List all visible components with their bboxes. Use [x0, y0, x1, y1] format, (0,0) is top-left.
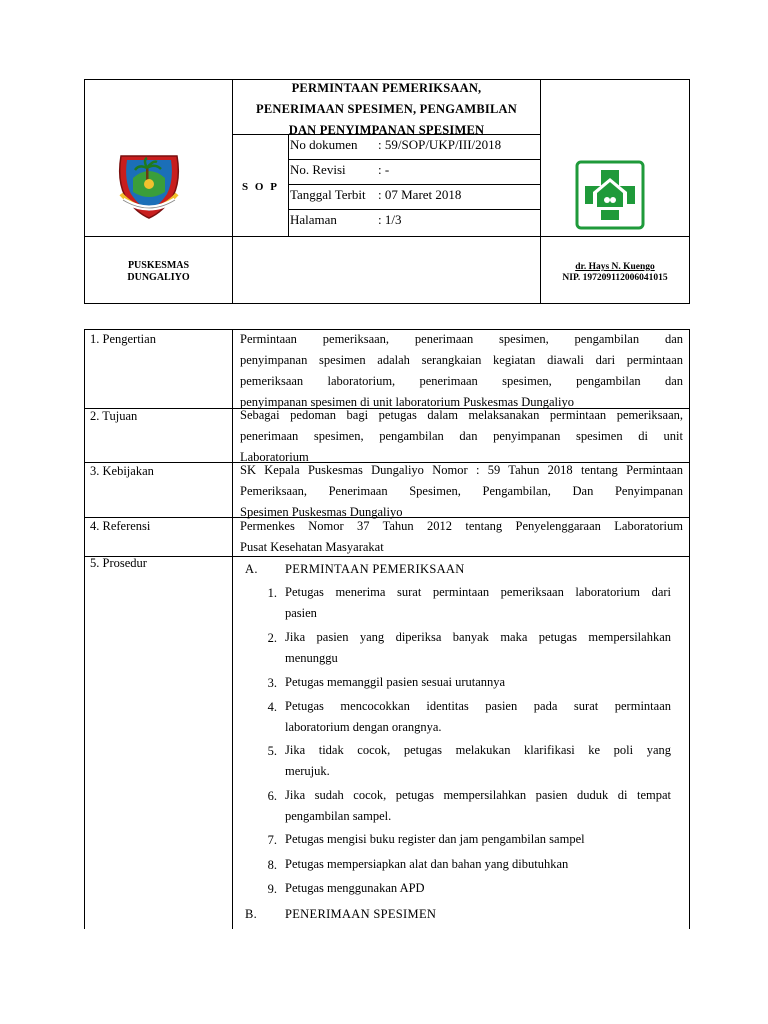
step-number: 6.	[267, 789, 277, 803]
row-label-referensi: 4. Referensi	[90, 519, 151, 533]
step-number: 5.	[267, 744, 277, 758]
header-divider	[288, 209, 540, 210]
step-text: Jika tidak cocok, petugas melakukan klarifikasi ke poli yang merujuk.	[285, 743, 671, 778]
row-label-prosedur: 5. Prosedur	[90, 556, 147, 570]
header-divider	[84, 236, 690, 237]
row-text-tujuan: Sebagai pedoman bagi petugas dalam melaksanakan permintaan pemeriksaan, penerimaan spesimen, pengambilan dan penyimpanan spesimen di unit Laboratorium	[240, 408, 683, 464]
regional-emblem-icon	[113, 150, 185, 222]
row-text-pengertian: Permintaan pemeriksaan, penerimaan spesimen, pengambilan dan penyimpanan spesimen adalah serangkaian kegiatan diawali dari permintaan pemeriksaan laboratorium, penerimaan spesimen, pengambilan dan penyimpanan spesimen di unit laboratorium Puskesmas Dungaliyo	[240, 332, 683, 409]
row-label-pengertian: 1. Pengertian	[90, 332, 156, 346]
step-text: Petugas mengisi buku register dan jam pengambilan sampel	[285, 832, 585, 846]
document-title: PERMINTAAN PEMERIKSAAN, PENERIMAAN SPESIMEN, PENGAMBILAN DAN PENYIMPANAN SPESIMEN	[256, 81, 517, 137]
step-number: 1.	[267, 586, 277, 600]
step-number: 3.	[267, 676, 277, 690]
step-number: 9.	[267, 882, 277, 896]
step-number: 2.	[267, 631, 277, 645]
signer-name: dr. Hays N. Kuengo	[575, 262, 655, 272]
puskesmas-logo-icon	[575, 160, 645, 230]
row-text-referensi: Permenkes Nomor 37 Tahun 2012 tentang Penyelenggaraan Laboratorium Pusat Kesehatan Masyarakat	[240, 519, 683, 554]
header-divider	[288, 184, 540, 185]
signer-nip: NIP. 197209112006041015	[562, 273, 668, 283]
section-b-letter: B.	[245, 907, 258, 921]
step-text: Petugas memanggil pasien sesuai urutannya	[285, 675, 506, 689]
step-text: Petugas menerima surat permintaan pemeriksaan laboratorium dari pasien	[285, 585, 671, 620]
step-text: Petugas menggunakan APD	[285, 881, 425, 895]
step-text: Petugas mempersiapkan alat dan bahan yang dibutuhkan	[285, 857, 569, 871]
section-a-title: PERMINTAAN PEMERIKSAAN	[285, 562, 465, 576]
step-number: 8.	[267, 858, 277, 872]
step-text: Jika sudah cocok, petugas mempersilahkan pasien duduk di tempat pengambilan sampel.	[285, 788, 671, 823]
content-divider	[232, 329, 233, 929]
signatory	[540, 262, 690, 284]
organization-name: PUSKESMAS DUNGALIYO	[127, 260, 190, 283]
row-label-kebijakan: 3. Kebijakan	[90, 464, 154, 478]
sop-label: S O P	[242, 181, 279, 193]
section-a-letter: A.	[245, 562, 258, 576]
step-text: Jika pasien yang diperiksa banyak maka petugas mempersilahkan menunggu	[285, 630, 671, 665]
header-divider	[288, 159, 540, 160]
row-label-tujuan: 2. Tujuan	[90, 409, 138, 423]
row-text-kebijakan: SK Kepala Puskesmas Dungaliyo Nomor : 59 Tahun 2018 tentang Permintaan Pemeriksaan, Penerimaan Spesimen, Pengambilan, Dan Penyimpanan Spesimen Puskesmas Dungaliyo	[240, 463, 683, 519]
step-number: 4.	[267, 700, 277, 714]
step-text: Petugas mencocokkan identitas pasien pada surat permintaan laboratorium dengan orangnya.	[285, 699, 671, 734]
section-b-title: PENERIMAAN SPESIMEN	[285, 907, 437, 921]
header-divider	[288, 134, 289, 236]
step-number: 7.	[267, 833, 277, 847]
